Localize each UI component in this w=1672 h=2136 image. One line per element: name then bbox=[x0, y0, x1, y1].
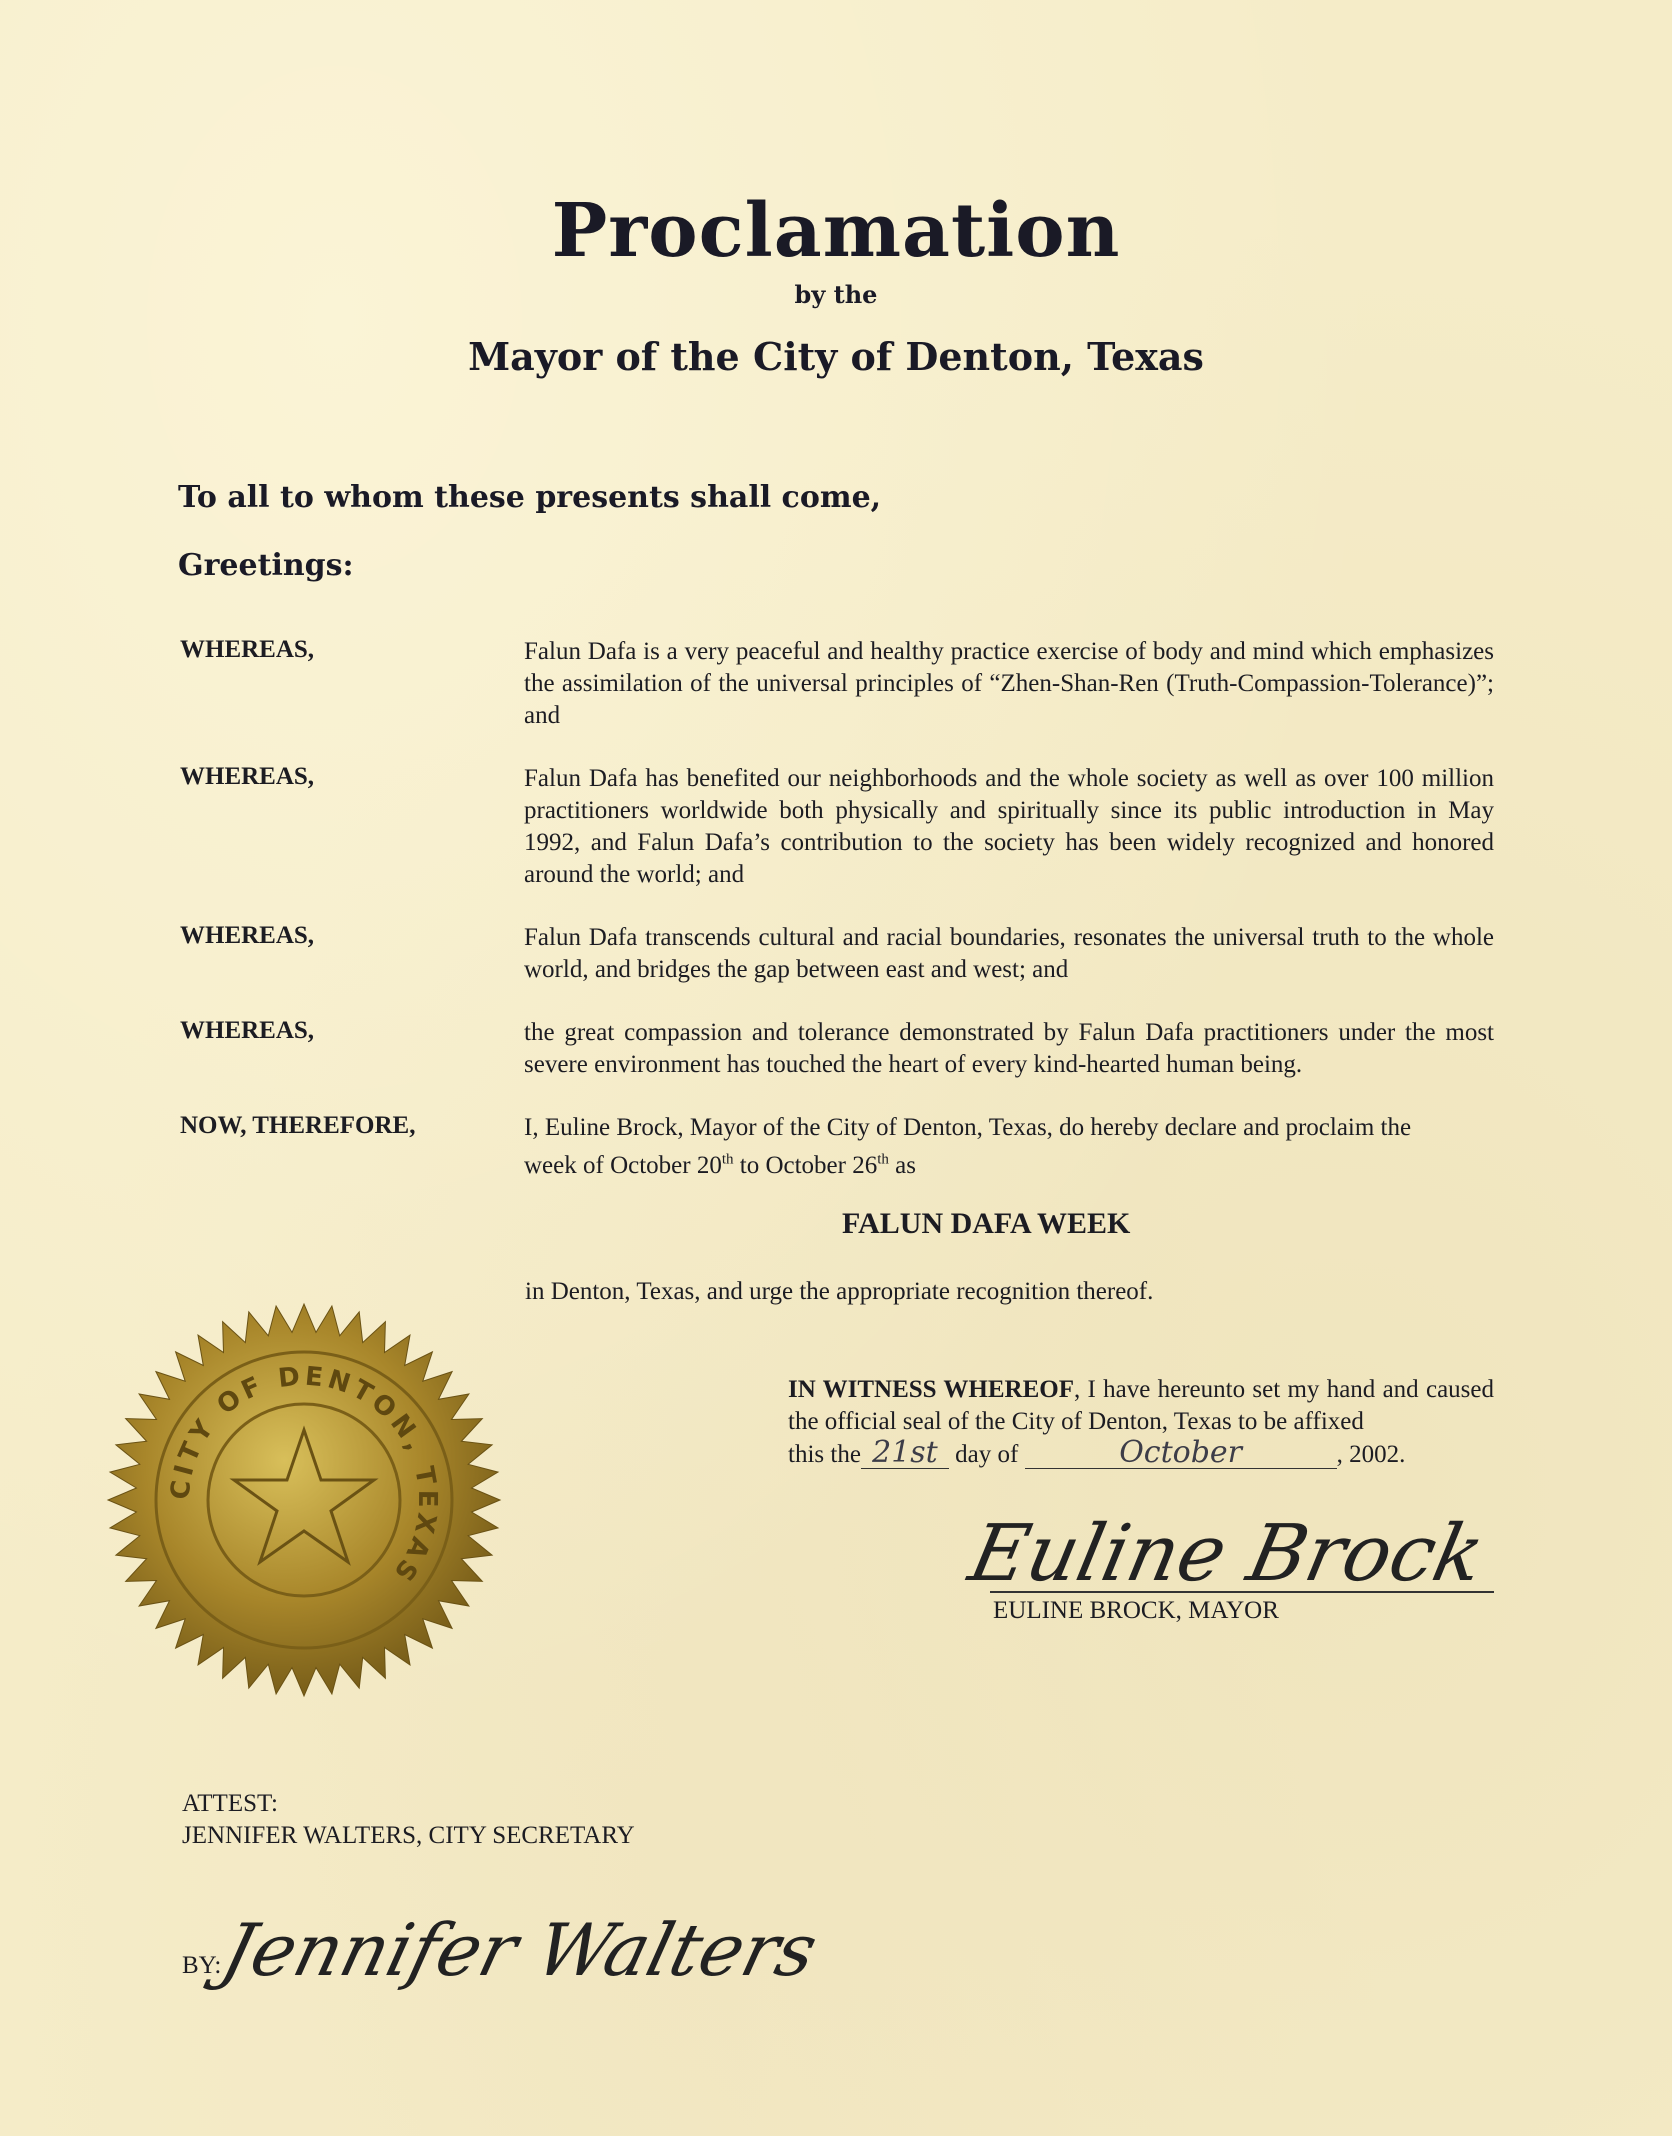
svg-text:Euline Brock: Euline Brock bbox=[961, 1507, 1492, 1599]
greeting: Greetings: bbox=[178, 548, 354, 583]
clause-text: Falun Dafa is a very peaceful and healthy practice exercise of body and mind which emphasizes the assimilation of the universal principles of “Zhen-Shan-Ren (Truth-Compassion-Tolerance)”; and bbox=[524, 638, 1494, 729]
clause-term: WHEREAS, bbox=[180, 922, 315, 949]
page-subtitle: Mayor of the City of Denton, Texas bbox=[468, 334, 1204, 379]
signature-line bbox=[990, 1591, 1494, 1593]
clause-text: Falun Dafa transcends cultural and racial boundaries, resonates the universal truth to the whole world, and bridges the gap between east and west; and bbox=[524, 924, 1494, 983]
svg-text:CITY OF DENTON, TEXAS: CITY OF DENTON, TEXAS bbox=[165, 1361, 443, 1590]
svg-text:Jennifer Walters: Jennifer Walters bbox=[213, 1909, 826, 1993]
clause-term: WHEREAS, bbox=[180, 763, 315, 790]
clause-text: the great compassion and tolerance demonstrated by Falun Dafa practitioners under the most severe environment has touched the heart of every kind-hearted human being. bbox=[524, 1019, 1494, 1078]
day-field: 21st bbox=[861, 1438, 949, 1469]
mayor-signature bbox=[961, 1490, 1492, 1600]
declaration-line2: week of October 20th to October 26th as bbox=[524, 1152, 916, 1180]
attest-label: ATTEST: bbox=[182, 1790, 278, 1817]
declaration-term: NOW, THEREFORE, bbox=[180, 1112, 416, 1139]
city-seal bbox=[104, 1300, 504, 1700]
proclaimed-week: FALUN DAFA WEEK bbox=[842, 1207, 1131, 1240]
byline: by the bbox=[794, 280, 878, 309]
declaration-text bbox=[524, 1112, 1494, 1182]
declaration-closing: in Denton, Texas, and urge the appropriate recognition thereof. bbox=[525, 1278, 1154, 1305]
clause-term: WHEREAS, bbox=[180, 1017, 315, 1044]
clause-text: Falun Dafa has benefited our neighborhoods and the whole society as well as over 100 million practitioners worldwide both physically and spiritually since its public introduction in May 1992, and Falun Dafa’s contribution to the society has been widely recognized and honored around the world; and bbox=[524, 765, 1494, 888]
by-label: BY: bbox=[182, 1952, 222, 1979]
witness-clause: IN WITNESS WHEREOF, I have hereunto set my hand and caused the official seal of the City of Denton, Texas to be affixed this the 21st day of October , 2002. bbox=[788, 1376, 1494, 1470]
salutation: To all to whom these presents shall come, bbox=[178, 480, 882, 515]
page-title: Proclamation bbox=[551, 188, 1121, 274]
month-field: October bbox=[1025, 1438, 1337, 1469]
secretary-title: JENNIFER WALTERS, CITY SECRETARY bbox=[182, 1822, 635, 1849]
declaration-line1: I, Euline Brock, Mayor of the City of Denton, Texas, do hereby declare and proclaim the bbox=[524, 1114, 1412, 1141]
mayor-title: EULINE BROCK, MAYOR bbox=[993, 1597, 1279, 1624]
secretary-signature bbox=[213, 1880, 826, 2020]
clause-term: WHEREAS, bbox=[180, 636, 315, 663]
